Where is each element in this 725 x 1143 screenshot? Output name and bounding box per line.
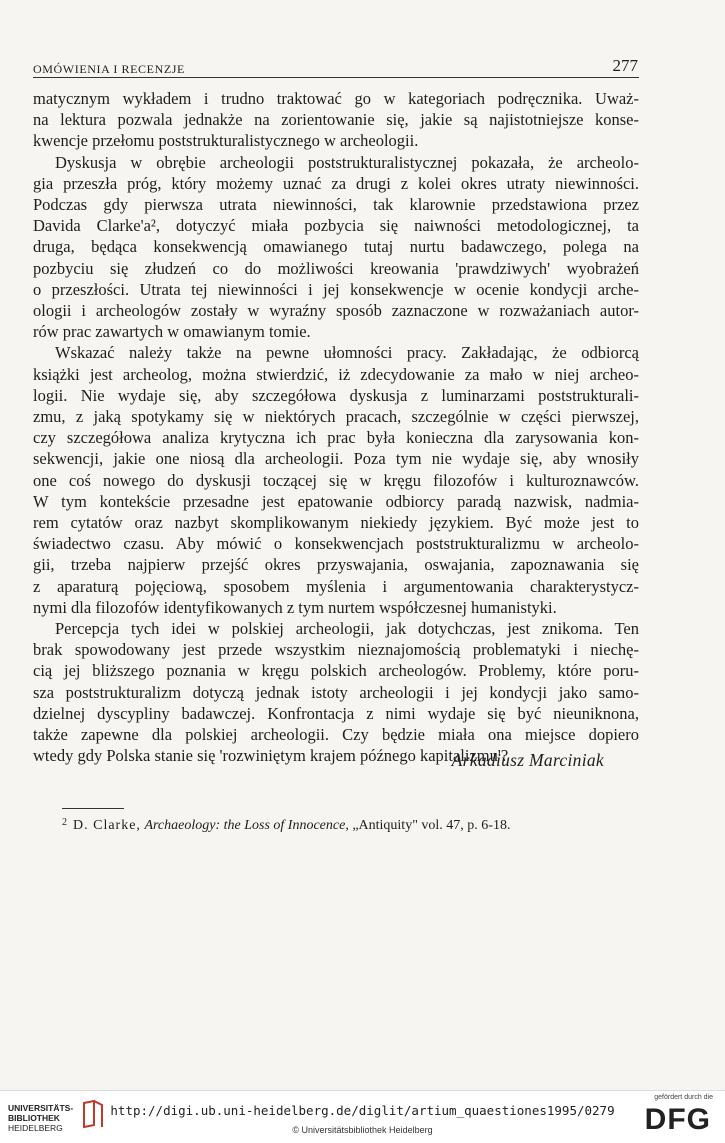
copyright-notice: © Universitätsbibliothek Heidelberg: [292, 1125, 433, 1135]
text-line: gia przeszła próg, który możemy uznać za drugi z kolei okres utraty niewinności.: [33, 173, 639, 193]
text-line: druga, będąca konsekwencją omawianego tutaj nurtu badawczego, polega na: [33, 237, 639, 257]
text-line: Wskazać należy także na pewne ułomności pracy. Zakładając, że odbiorcą: [55, 343, 639, 363]
library-name-line3: HEIDELBERG: [8, 1123, 63, 1133]
text-line: czy szczegółowa analiza krytyczna ich prac była konieczna dla zarysowania kon-: [33, 428, 639, 448]
text-line: świadectwo czasu. Aby mówić o konsekwencjach poststrukturalizmu w archeolo-: [33, 534, 639, 554]
text-line: one coś nowego do dyskusji toczącej się w kręgu filozofów i kulturoznawców.: [33, 470, 639, 490]
text-line: cią jej bliższego poznania w kręgu polskich archeologów. Problemy, które poru-: [33, 661, 639, 681]
text-line: ologii i archeologów zostały w wyraźny sposób zaznaczone w rozważaniach autor-: [33, 301, 639, 321]
text-line: kwencje przełomu poststrukturalistycznego w archeologii.: [33, 131, 419, 151]
header-rule: [33, 77, 639, 78]
text-line: o przeszłości. Utrata tej niewinności i jej konsekwencje w ocenie kondycji arche-: [33, 279, 639, 299]
library-name-line2: BIBLIOTHEK: [8, 1113, 60, 1123]
text-line: rów prac zawartych w omawianym tomie.: [33, 322, 311, 342]
footnote-number: 2: [62, 817, 67, 828]
text-line: wtedy gdy Polska stanie się 'rozwiniętym krajem późnego kapitalizmu'?: [33, 746, 509, 766]
body-text: [33, 88, 639, 767]
text-line: matycznym wykładem i trudno traktować go w kategoriach podręcznika. Uważ-: [33, 89, 639, 108]
text-line: także zapewne dla polskiej archeologii. Czy będzie miała ona miejsce dopiero: [33, 725, 639, 745]
text-line: gii, trzeba najpierw przejść okres przyswajania, oswajania, zapoznawania się: [33, 555, 639, 575]
author-signature: Arkadiusz Marciniak: [451, 750, 604, 770]
paragraph: [33, 618, 639, 766]
text-line: Davida Clarke'a², dotyczyć miała pozbycia się naiwności metodologicznej, ta: [33, 216, 639, 236]
text-line: W tym kontekście przesadne jest epatowanie odbiorcy paradą nazwisk, nadmia-: [33, 491, 639, 511]
paragraph: [33, 342, 639, 618]
footnote-source: , „Antiquity" vol. 47, p. 6-18.: [345, 818, 511, 833]
page-number: 277: [612, 56, 638, 75]
text-line: Podczas gdy pierwsza utrata niewinności, tak klarownie przedstawiona przez: [33, 195, 639, 215]
text-line: Dyskusja w obrębie archeologii poststrukturalistycznej pokazała, że archeolo-: [55, 152, 639, 172]
footnote-title: Archaeology: the Loss of Innocence: [144, 818, 346, 833]
text-line: Percepcja tych idei w polskiej archeologii, jak dotychczas, jest znikoma. Ten: [55, 619, 639, 639]
footnote: [62, 817, 622, 834]
text-line: książki jest archeolog, można stwierdzić, iż zdecydowanie za mało w niej archeo-: [33, 364, 639, 384]
paragraph: [33, 152, 639, 343]
section-title: OMÓWIENIA I RECENZJE: [33, 62, 185, 76]
text-line: rem cytatów oraz nazbyt skomplikowanym niekiedy językiem. Być może jest to: [33, 513, 639, 533]
text-line: sza poststrukturalizm dotyczą jednak istoty archeologii i jej kondycji jako samo-: [33, 682, 639, 702]
permalink-url[interactable]: http://digi.ub.uni-heidelberg.de/diglit/artium_quaestiones1995/0279: [110, 1103, 615, 1118]
footnote-rule: [62, 808, 124, 809]
funder-note: gefördert durch die: [654, 1094, 713, 1101]
running-head: [33, 56, 638, 77]
footer-bar: [0, 1090, 725, 1143]
text-line: nymi dla filozofów identyfikowanych z tym nurtem współczesnej humanistyki.: [33, 597, 557, 617]
text-line: sekwencji, jakie one niosą dla archeologii. Poza tym nie wydaje się, aby wnosiły: [33, 449, 639, 469]
footnote-author: D. Clarke,: [73, 818, 141, 833]
text-line: dzielnej dyscypliny badawczej. Konfrontacja z nimi wydaje się być nieuniknona,: [33, 703, 639, 723]
paragraph: [33, 88, 639, 152]
library-name-line1: UNIVERSITÄTS-: [8, 1103, 74, 1113]
text-line: logii. Nie wydaje się, aby szczegółowa dyskusja z luminarzami poststrukturali-: [33, 385, 639, 405]
text-line: z aparaturą pojęciową, sposobem myślenia i argumentowania charakterystycz-: [33, 576, 639, 596]
text-line: na lektura pozwala jednakże na zorientowanie się, jakie są najistotniejsze konse-: [33, 110, 639, 130]
text-line: brak spowodowany jest przede wszystkim nieznajomością problematyki i niechę-: [33, 640, 639, 660]
text-line: zmu, z jaką spotykamy się w niektórych pracach, szczególnie w części pierwszej,: [33, 407, 639, 427]
text-line: pozbyciu się złudzeń co do możliwości kreowania 'prawdziwych' wyobrażeń: [33, 258, 639, 278]
dfg-logo: DFG: [644, 1103, 711, 1136]
